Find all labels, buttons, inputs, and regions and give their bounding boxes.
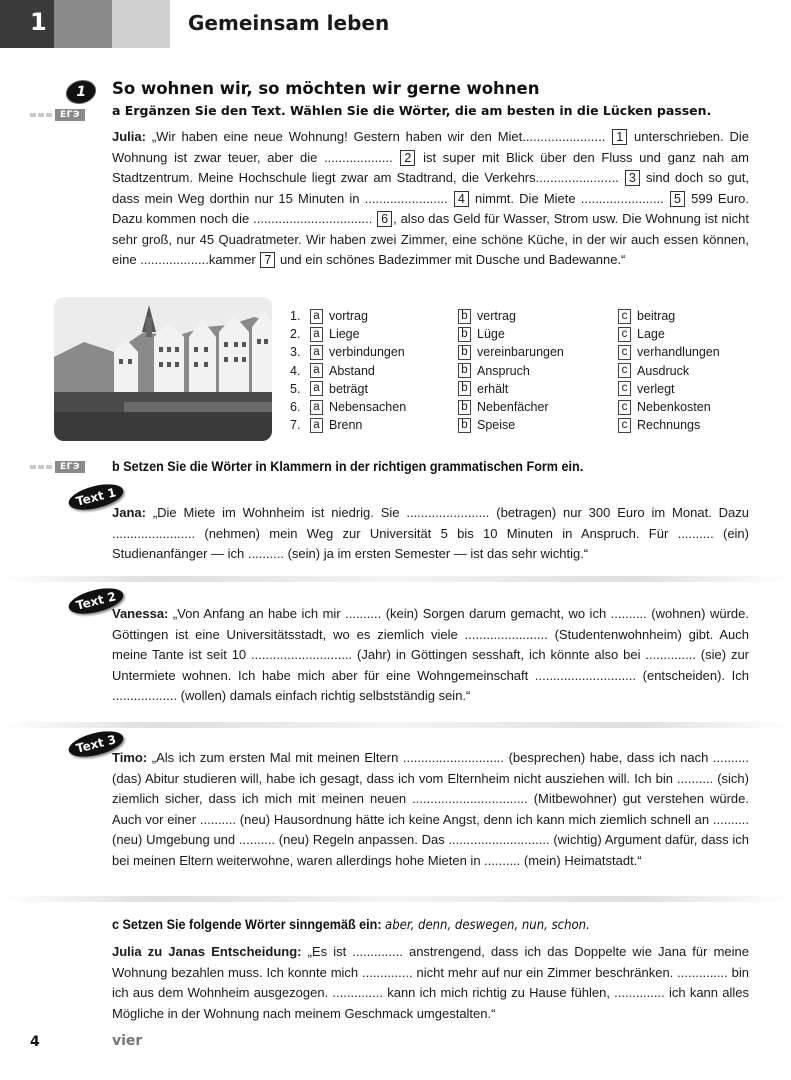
option-b-text: Anspruch <box>477 363 530 378</box>
option-c-text: verlegt <box>637 381 675 396</box>
part-c-body: „Es ist .............. anstrengend, dass ich das Doppelte wie Jana für meine Wohnung bezahlen muss. Ich konnte mich .............. nicht mehr auf nur ein Zimmer beschränken. .............. bin ich aus dem Wohnheim ausgezogen. .............. kann ich mich richtig zu Hause fühlen, .............. ich kann alles Mögliche in der Wohnung nach meinem Geschmack umgestalten.“ <box>112 944 749 1021</box>
option-b[interactable] <box>458 381 618 396</box>
option-letter-a[interactable]: a <box>310 309 323 324</box>
option-c[interactable] <box>618 345 720 360</box>
option-letter-b[interactable]: b <box>458 345 471 360</box>
gap-number-6[interactable]: 6 <box>377 211 392 227</box>
speaker-vanessa: Vanessa: <box>112 606 169 621</box>
part-c-instruction <box>112 916 590 933</box>
option-row <box>290 362 760 380</box>
text-1-badge: Text 1 <box>66 480 126 515</box>
option-a-text: verbindungen <box>329 345 405 360</box>
header-block-mid <box>54 0 112 48</box>
option-letter-a[interactable]: a <box>310 345 323 360</box>
option-number: 7. <box>290 418 301 433</box>
option-a-text: Nebensachen <box>329 400 407 415</box>
option-letter-a[interactable]: a <box>310 363 323 378</box>
text-3-body: „Als ich zum ersten Mal mit meinen Eltern ............................ (besprechen) habe, dass ich nach .......... (das) Abitur studieren will, habe ich gesagt, dass ich vom Elternheim nicht ausziehen will. Ich bin .......... (sich) ziemlich sicher, dass ich mich mit meinen neuen ................................ (Mitbewohner) gut verstehen würde. Auch vor einer .......... (neu) Hausordnung hätte ich keine Angst, denn ich kann mich ziemlich schnell an .......... (neu) Umgebung und .......... (neu) Regeln anpassen. Das ............................ (wichtig) Argument dafür, dass ich bei meinen Eltern weiterwohne, waren allerdings hohe Mieten in .......... (mein) Heimatstadt.“ <box>112 750 749 868</box>
option-number: 1. <box>290 309 301 324</box>
torn-paper-divider <box>0 722 791 728</box>
option-row <box>290 398 760 416</box>
option-b-text: vertrag <box>477 309 516 324</box>
header-block-light <box>112 0 170 48</box>
text-segment: , also das Geld für Wasser, Strom usw. Die Wohnung ist nicht sehr groß, nur 45 Quadratmeter. Wir haben zwei Zimmer, eine schöne Küche, in der wir auch essen können, eine ...................kammer <box>112 211 749 267</box>
option-letter-a[interactable]: a <box>310 418 323 433</box>
gap-number-5[interactable]: 5 <box>670 191 685 207</box>
option-letter-a[interactable]: a <box>310 381 323 396</box>
option-letter-c[interactable]: c <box>618 400 631 415</box>
exercise-number-badge <box>64 80 98 104</box>
option-a-text: Abstand <box>329 363 375 378</box>
gap-number-1[interactable]: 1 <box>612 129 627 145</box>
ege-label: ЕГЭ <box>55 109 85 121</box>
ege-dots-icon <box>30 465 52 469</box>
text-3-paragraph <box>112 748 749 871</box>
option-c-text: verhandlungen <box>637 345 720 360</box>
option-letter-a[interactable]: a <box>310 400 323 415</box>
option-b-text: erhält <box>477 381 509 396</box>
option-letter-b[interactable]: b <box>458 327 471 342</box>
option-number: 2. <box>290 327 301 342</box>
text-segment: sind doch so gut, dass mein Weg dorthin nur 15 Minuten in ....................... <box>112 170 749 206</box>
option-letter-b[interactable]: b <box>458 309 471 324</box>
option-row <box>290 380 760 398</box>
option-letter-c[interactable]: c <box>618 327 631 342</box>
text-1-body: „Die Miete im Wohnheim ist niedrig. Sie ....................... (betragen) nur 300 Euro im Monat. Dazu ....................... (nehmen) mein Weg zur Universität 5 bis 10 Minuten in Anspruch. Für .......... (ein) Studienanfänger — ich .......... (sein) ja im ersten Semester — ist das sehr wichtig.“ <box>112 505 749 561</box>
option-b[interactable] <box>458 400 618 415</box>
option-c[interactable] <box>618 381 675 396</box>
text-segment: unterschrieben. Die Wohnung ist zwar teuer, aber die ................... <box>112 129 749 165</box>
speaker-julia-c: Julia zu Janas Entscheidung: <box>112 944 302 959</box>
ege-marker-b <box>30 461 85 473</box>
part-c-word-list: aber, denn, deswegen, nun, schon. <box>385 918 590 933</box>
part-a-instruction: a Ergänzen Sie den Text. Wählen Sie die Wörter, die am besten in die Lücken passen. <box>112 103 712 118</box>
option-b[interactable] <box>458 327 618 342</box>
option-b-text: Speise <box>477 418 516 433</box>
option-c[interactable] <box>618 363 689 378</box>
option-b-text: vereinbarungen <box>477 345 564 360</box>
option-a-text: vortrag <box>329 309 368 324</box>
option-letter-b[interactable]: b <box>458 400 471 415</box>
torn-paper-divider <box>0 576 791 582</box>
gap-number-3[interactable]: 3 <box>625 170 640 186</box>
speaker-julia: Julia: <box>112 129 146 144</box>
text-2-badge: Text 2 <box>66 584 126 619</box>
option-a[interactable] <box>310 327 458 342</box>
option-letter-c[interactable]: c <box>618 309 631 324</box>
option-letter-b[interactable]: b <box>458 418 471 433</box>
town-photo <box>54 297 272 441</box>
option-letter-c[interactable]: c <box>618 418 631 433</box>
text-segment: und ein schönes Badezimmer mit Dusche und Badewanne.“ <box>279 252 626 267</box>
text-3-badge: Text 3 <box>66 727 126 762</box>
option-row <box>290 307 760 325</box>
chapter-number: 1 <box>30 8 47 36</box>
option-letter-c[interactable]: c <box>618 381 631 396</box>
option-a[interactable] <box>310 381 458 396</box>
option-b-text: Lüge <box>477 327 505 342</box>
text-1-paragraph <box>112 503 749 565</box>
option-c-text: Lage <box>637 327 665 342</box>
exercise-title: So wohnen wir, so möchten wir gerne wohnen <box>112 79 540 98</box>
ege-marker <box>30 109 85 121</box>
option-c-text: beitrag <box>637 309 676 324</box>
riverside-houses-image <box>54 297 272 441</box>
option-number: 5. <box>290 381 301 396</box>
gap-number-2[interactable]: 2 <box>400 150 415 166</box>
part-a-text <box>112 127 749 271</box>
speaker-timo: Timo: <box>112 750 148 765</box>
option-row <box>290 325 760 343</box>
option-b[interactable] <box>458 309 618 324</box>
text-segment: nimmt. Die Miete ....................... <box>475 190 664 206</box>
text-2-body: „Von Anfang an habe ich mir .......... (kein) Sorgen darum gemacht, wo ich .......... (wohnen) würde. Göttingen ist eine Universitätsstadt, wo es ziemlich viele ....................... (Studentenwohnheim) gibt. Auch meine Tante ist seit 10 ............................ (Jahr) in Göttingen sesshaft, ich könnte also bei .............. (sie) zur Untermiete wohnen. Ich habe mich aber für eine Wohngemeinschaft ............................ (entscheiden). Ich .................. (wollen) damals einfach richtig selbstständig sein.“ <box>112 606 749 703</box>
option-b[interactable] <box>458 418 618 433</box>
option-c[interactable] <box>618 327 665 342</box>
part-c-instruction-text: c Setzen Sie folgende Wörter sinngemäß ein: <box>112 916 382 932</box>
text-segment: ist super mit Blick über den Fluss und ganz nah am Stadtzentrum. Meine Hochschule liegt zwar am Stadtrand, die Verkehrs....................... <box>112 149 749 185</box>
chapter-title: Gemeinsam leben <box>188 11 390 35</box>
option-number: 4. <box>290 363 301 378</box>
option-c[interactable] <box>618 418 700 433</box>
torn-paper-divider <box>0 896 791 902</box>
option-letter-a[interactable]: a <box>310 327 323 342</box>
option-c-text: Nebenkosten <box>637 400 711 415</box>
option-b[interactable] <box>458 363 618 378</box>
option-row <box>290 416 760 434</box>
option-a-text: beträgt <box>329 381 368 396</box>
option-a-text: Liege <box>329 327 360 342</box>
gap-number-7[interactable]: 7 <box>260 252 275 268</box>
option-a[interactable] <box>310 400 458 415</box>
option-letter-c[interactable]: c <box>618 345 631 360</box>
part-c-paragraph <box>112 942 749 1024</box>
exercise-number: 1 <box>74 84 88 100</box>
option-a[interactable] <box>310 363 458 378</box>
option-c[interactable] <box>618 309 675 324</box>
option-number: 6. <box>290 400 301 415</box>
page-number: 4 <box>30 1034 40 1050</box>
option-letter-b[interactable]: b <box>458 363 471 378</box>
option-number: 3. <box>290 345 301 360</box>
option-a[interactable] <box>310 345 458 360</box>
answer-options-table <box>290 307 760 434</box>
text-2-paragraph <box>112 604 749 707</box>
option-b[interactable] <box>458 345 618 360</box>
option-c[interactable] <box>618 400 711 415</box>
option-row <box>290 343 760 361</box>
page-number-word: vier <box>112 1033 143 1049</box>
speaker-jana: Jana: <box>112 505 146 520</box>
option-b-text: Nebenfächer <box>477 400 549 415</box>
option-letter-c[interactable]: c <box>618 363 631 378</box>
option-a-text: Brenn <box>329 418 363 433</box>
text-segment: 599 Euro. Dazu kommen noch die ................................. <box>112 190 750 226</box>
gap-number-4[interactable]: 4 <box>454 191 469 207</box>
option-c-text: Rechnungs <box>637 418 701 433</box>
text-segment: „Wir haben eine neue Wohnung! Gestern haben wir den Miet....................... <box>151 129 606 144</box>
part-b-instruction: b Setzen Sie die Wörter in Klammern in der richtigen grammatischen Form ein. <box>112 458 584 474</box>
ege-dots-icon <box>30 113 52 117</box>
option-letter-b[interactable]: b <box>458 381 471 396</box>
ege-label: ЕГЭ <box>55 461 85 473</box>
option-c-text: Ausdruck <box>637 363 690 378</box>
option-a[interactable] <box>310 418 458 433</box>
option-a[interactable] <box>310 309 458 324</box>
